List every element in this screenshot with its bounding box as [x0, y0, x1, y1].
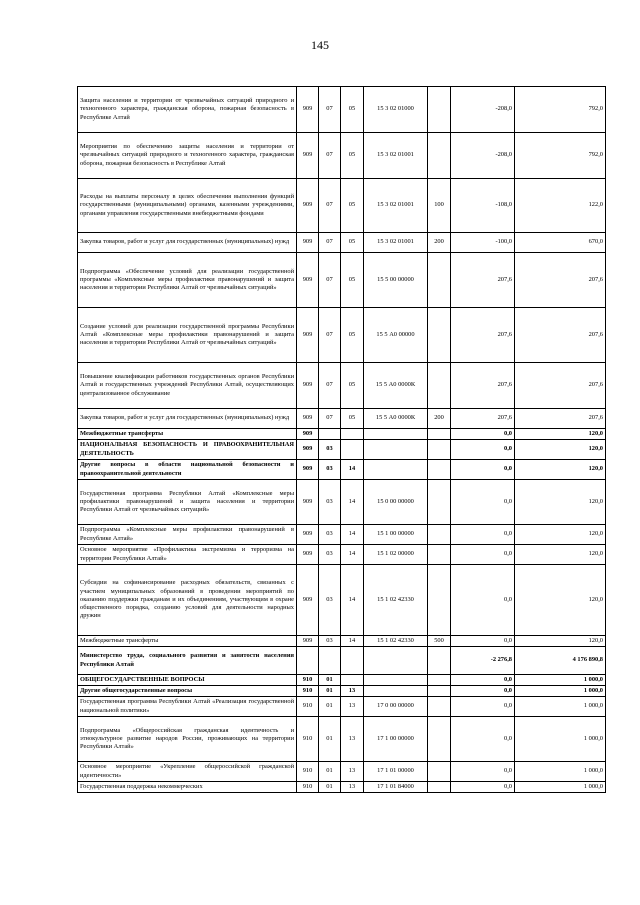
row-name-cell: Другие общегосударственные вопросы — [78, 686, 297, 697]
table-row — [78, 460, 606, 480]
row-ministry-code-cell: 909 — [297, 363, 319, 409]
table-row — [78, 253, 606, 308]
row-expense-type-cell — [428, 565, 451, 636]
row-expense-type-cell — [428, 363, 451, 409]
row-name-cell: Подпрограмма «Обеспечение условий для реализации государственной программы «Комплексные меры профилактики правонарушений и защита населения и территории Республики Алтай от чрезвычайных ситуаций» — [78, 253, 297, 308]
row-expense-type-cell — [428, 525, 451, 545]
row-section-cell: 07 — [319, 179, 341, 233]
row-ministry-code-cell: 909 — [297, 545, 319, 565]
row-name-cell: Подпрограмма «Общероссийская гражданская идентичность и этнокультурное развитие народов России, проживающих на территории Республики Алтай» — [78, 717, 297, 762]
row-section-cell: 07 — [319, 233, 341, 253]
row-change-amount-cell: 0,0 — [451, 429, 515, 440]
row-subsection-cell: 05 — [341, 133, 364, 179]
row-ministry-code-cell: 909 — [297, 565, 319, 636]
row-section-cell — [319, 429, 341, 440]
row-total-amount-cell: 207,6 — [515, 253, 606, 308]
row-name-cell: Межбюджетные трансферты — [78, 429, 297, 440]
row-section-cell: 01 — [319, 686, 341, 697]
row-section-cell: 07 — [319, 133, 341, 179]
row-target-article-cell: 15 1 00 00000 — [364, 525, 428, 545]
row-total-amount-cell: 207,6 — [515, 409, 606, 429]
table-row — [78, 545, 606, 565]
row-name-cell: ОБЩЕГОСУДАРСТВЕННЫЕ ВОПРОСЫ — [78, 675, 297, 686]
row-expense-type-cell: 500 — [428, 636, 451, 647]
row-section-cell: 03 — [319, 460, 341, 480]
row-target-article-cell: 15 5 А0 0000К — [364, 409, 428, 429]
row-expense-type-cell: 100 — [428, 179, 451, 233]
row-subsection-cell: 05 — [341, 363, 364, 409]
table-row — [78, 717, 606, 762]
row-subsection-cell — [341, 429, 364, 440]
row-expense-type-cell — [428, 647, 451, 675]
row-section-cell: 01 — [319, 697, 341, 717]
row-total-amount-cell: 120,0 — [515, 636, 606, 647]
row-target-article-cell: 15 3 02 01001 — [364, 133, 428, 179]
row-total-amount-cell: 1 000,0 — [515, 717, 606, 762]
row-change-amount-cell: 207,6 — [451, 409, 515, 429]
row-ministry-code-cell: 909 — [297, 636, 319, 647]
row-subsection-cell: 13 — [341, 717, 364, 762]
row-name-cell: Создание условий для реализации государственной программы Республики Алтай «Комплексные меры профилактики правонарушений и защита населения и территории Республики Алтай от чрезвычайных ситуаций» — [78, 308, 297, 363]
row-expense-type-cell — [428, 308, 451, 363]
row-total-amount-cell: 1 000,0 — [515, 686, 606, 697]
row-subsection-cell: 05 — [341, 409, 364, 429]
row-expense-type-cell — [428, 253, 451, 308]
row-target-article-cell — [364, 686, 428, 697]
row-expense-type-cell — [428, 460, 451, 480]
row-name-cell: Закупка товаров, работ и услуг для государственных (муниципальных) нужд — [78, 233, 297, 253]
row-target-article-cell: 17 0 00 00000 — [364, 697, 428, 717]
row-total-amount-cell: 122,0 — [515, 179, 606, 233]
row-expense-type-cell — [428, 133, 451, 179]
row-target-article-cell: 15 3 02 01000 — [364, 87, 428, 133]
row-subsection-cell: 13 — [341, 686, 364, 697]
row-ministry-code-cell: 910 — [297, 686, 319, 697]
row-name-cell: Расходы на выплаты персоналу в целях обеспечения выполнения функций государственными (муниципальными) органами, казенными учреждениями, органами управления государственными внебюджетными фондами — [78, 179, 297, 233]
row-total-amount-cell: 120,0 — [515, 545, 606, 565]
row-target-article-cell — [364, 429, 428, 440]
row-change-amount-cell: 0,0 — [451, 675, 515, 686]
row-total-amount-cell: 120,0 — [515, 440, 606, 460]
row-expense-type-cell — [428, 440, 451, 460]
row-subsection-cell — [341, 440, 364, 460]
row-change-amount-cell: 0,0 — [451, 636, 515, 647]
row-total-amount-cell: 670,0 — [515, 233, 606, 253]
row-name-cell: Повышение квалификации работников государственных органов Республики Алтай и государственных учреждений Республики Алтай, осуществляющих централизованное обслуживание — [78, 363, 297, 409]
row-expense-type-cell — [428, 87, 451, 133]
table-row — [78, 686, 606, 697]
row-total-amount-cell: 792,0 — [515, 87, 606, 133]
table-row — [78, 697, 606, 717]
row-change-amount-cell: 0,0 — [451, 525, 515, 545]
table-row — [78, 636, 606, 647]
row-total-amount-cell: 1 000,0 — [515, 782, 606, 793]
row-section-cell: 03 — [319, 636, 341, 647]
row-name-cell: Основное мероприятие «Профилактика экстремизма и терроризма на территории Республики Алтай» — [78, 545, 297, 565]
table-row — [78, 179, 606, 233]
row-section-cell: 07 — [319, 87, 341, 133]
row-ministry-code-cell: 909 — [297, 253, 319, 308]
row-expense-type-cell — [428, 782, 451, 793]
row-name-cell: Подпрограмма «Комплексные меры профилактики правонарушений в Республике Алтай» — [78, 525, 297, 545]
row-target-article-cell: 17 1 01 84000 — [364, 782, 428, 793]
row-subsection-cell: 14 — [341, 480, 364, 525]
row-ministry-code-cell: 909 — [297, 308, 319, 363]
row-subsection-cell: 14 — [341, 525, 364, 545]
row-change-amount-cell: 207,6 — [451, 308, 515, 363]
row-total-amount-cell: 4 176 890,8 — [515, 647, 606, 675]
row-subsection-cell: 05 — [341, 253, 364, 308]
row-expense-type-cell — [428, 762, 451, 782]
row-name-cell: НАЦИОНАЛЬНАЯ БЕЗОПАСНОСТЬ И ПРАВООХРАНИТЕЛЬНАЯ ДЕЯТЕЛЬНОСТЬ — [78, 440, 297, 460]
row-name-cell: Министерство труда, социального развития и занятости населения Республики Алтай — [78, 647, 297, 675]
row-total-amount-cell: 120,0 — [515, 460, 606, 480]
row-ministry-code-cell: 910 — [297, 675, 319, 686]
row-subsection-cell: 14 — [341, 545, 364, 565]
row-ministry-code-cell: 909 — [297, 480, 319, 525]
row-section-cell — [319, 647, 341, 675]
row-section-cell: 03 — [319, 525, 341, 545]
row-total-amount-cell: 120,0 — [515, 525, 606, 545]
table-row — [78, 762, 606, 782]
row-expense-type-cell — [428, 480, 451, 525]
row-target-article-cell: 15 5 А0 0000К — [364, 363, 428, 409]
table-row — [78, 363, 606, 409]
row-name-cell: Государственная поддержка некоммерческих — [78, 782, 297, 793]
row-target-article-cell: 15 5 А0 00000 — [364, 308, 428, 363]
row-target-article-cell: 15 0 00 00000 — [364, 480, 428, 525]
row-change-amount-cell: 0,0 — [451, 686, 515, 697]
row-total-amount-cell: 207,6 — [515, 363, 606, 409]
row-change-amount-cell: -2 276,8 — [451, 647, 515, 675]
row-target-article-cell: 17 1 00 00000 — [364, 717, 428, 762]
row-section-cell: 07 — [319, 409, 341, 429]
row-subsection-cell — [341, 675, 364, 686]
row-ministry-code-cell: 909 — [297, 525, 319, 545]
row-target-article-cell — [364, 675, 428, 686]
table-row — [78, 647, 606, 675]
row-subsection-cell: 13 — [341, 762, 364, 782]
row-total-amount-cell: 792,0 — [515, 133, 606, 179]
table-row — [78, 87, 606, 133]
row-ministry-code-cell: 909 — [297, 87, 319, 133]
row-change-amount-cell: 0,0 — [451, 460, 515, 480]
row-change-amount-cell: -100,0 — [451, 233, 515, 253]
row-ministry-code-cell: 910 — [297, 762, 319, 782]
row-ministry-code-cell: 910 — [297, 717, 319, 762]
table-row — [78, 133, 606, 179]
row-ministry-code-cell: 909 — [297, 440, 319, 460]
row-name-cell: Защита населения и территории от чрезвычайных ситуаций природного и техногенного характера, гражданская оборона, пожарная безопасность в Республике Алтай — [78, 87, 297, 133]
row-name-cell: Мероприятия по обеспечению защиты населения и территории от чрезвычайных ситуаций природного и техногенного характера, гражданская оборона, пожарная безопасность в Республике Алтай — [78, 133, 297, 179]
row-name-cell: Межбюджетные трансферты — [78, 636, 297, 647]
row-change-amount-cell: 0,0 — [451, 717, 515, 762]
row-target-article-cell: 15 1 02 42330 — [364, 565, 428, 636]
row-total-amount-cell: 207,6 — [515, 308, 606, 363]
row-target-article-cell — [364, 440, 428, 460]
row-subsection-cell: 13 — [341, 782, 364, 793]
row-change-amount-cell: 0,0 — [451, 545, 515, 565]
row-name-cell: Субсидии на софинансирование расходных обязательств, связанных с участием муниципальных образований в проведении мероприятий по оказанию поддержки гражданам и их объединениям, участвующим в охране общественного порядка, созданию условий для деятельности народных дружин — [78, 565, 297, 636]
table-row — [78, 440, 606, 460]
row-ministry-code-cell: 909 — [297, 233, 319, 253]
page-number: 145 — [311, 38, 329, 52]
row-target-article-cell: 15 5 00 00000 — [364, 253, 428, 308]
row-total-amount-cell: 1 000,0 — [515, 675, 606, 686]
row-target-article-cell: 17 1 01 00000 — [364, 762, 428, 782]
row-section-cell: 01 — [319, 717, 341, 762]
row-change-amount-cell: 0,0 — [451, 565, 515, 636]
row-change-amount-cell: 207,6 — [451, 363, 515, 409]
row-expense-type-cell — [428, 686, 451, 697]
row-subsection-cell: 05 — [341, 179, 364, 233]
table-row — [78, 409, 606, 429]
row-name-cell: Другие вопросы в области национальной безопасности и правоохранительной деятельности — [78, 460, 297, 480]
table-row — [78, 480, 606, 525]
row-target-article-cell: 15 3 02 01001 — [364, 179, 428, 233]
table-row — [78, 525, 606, 545]
row-expense-type-cell — [428, 545, 451, 565]
row-change-amount-cell: 0,0 — [451, 480, 515, 525]
table-row — [78, 565, 606, 636]
row-ministry-code-cell: 910 — [297, 782, 319, 793]
row-section-cell: 03 — [319, 480, 341, 525]
row-expense-type-cell — [428, 675, 451, 686]
table-row — [78, 675, 606, 686]
row-subsection-cell: 14 — [341, 636, 364, 647]
row-section-cell: 03 — [319, 545, 341, 565]
budget-table — [77, 86, 606, 793]
row-ministry-code-cell: 909 — [297, 179, 319, 233]
row-total-amount-cell: 120,0 — [515, 565, 606, 636]
row-change-amount-cell: 0,0 — [451, 762, 515, 782]
row-total-amount-cell: 1 000,0 — [515, 697, 606, 717]
row-ministry-code-cell — [297, 647, 319, 675]
row-expense-type-cell — [428, 429, 451, 440]
row-section-cell: 07 — [319, 363, 341, 409]
row-change-amount-cell: 0,0 — [451, 697, 515, 717]
row-total-amount-cell: 120,0 — [515, 429, 606, 440]
row-total-amount-cell: 1 000,0 — [515, 762, 606, 782]
table-row — [78, 308, 606, 363]
row-subsection-cell: 05 — [341, 308, 364, 363]
row-section-cell: 03 — [319, 440, 341, 460]
row-change-amount-cell: -108,0 — [451, 179, 515, 233]
row-ministry-code-cell: 909 — [297, 133, 319, 179]
row-ministry-code-cell: 909 — [297, 409, 319, 429]
row-target-article-cell: 15 3 02 01001 — [364, 233, 428, 253]
row-name-cell: Основное мероприятие «Укрепление общероссийской гражданской идентичности» — [78, 762, 297, 782]
row-section-cell: 07 — [319, 308, 341, 363]
row-ministry-code-cell: 910 — [297, 697, 319, 717]
row-expense-type-cell — [428, 717, 451, 762]
row-expense-type-cell: 200 — [428, 233, 451, 253]
row-subsection-cell: 05 — [341, 233, 364, 253]
row-total-amount-cell: 120,0 — [515, 480, 606, 525]
row-ministry-code-cell: 909 — [297, 460, 319, 480]
row-change-amount-cell: 0,0 — [451, 782, 515, 793]
row-section-cell: 03 — [319, 565, 341, 636]
table-row — [78, 233, 606, 253]
row-expense-type-cell: 200 — [428, 409, 451, 429]
row-name-cell: Закупка товаров, работ и услуг для государственных (муниципальных) нужд — [78, 409, 297, 429]
row-subsection-cell: 14 — [341, 460, 364, 480]
row-subsection-cell — [341, 647, 364, 675]
row-name-cell: Государственная программа Республики Алтай «Реализация государственной национальной политики» — [78, 697, 297, 717]
table-row — [78, 429, 606, 440]
table-row — [78, 782, 606, 793]
row-section-cell: 07 — [319, 253, 341, 308]
row-subsection-cell: 05 — [341, 87, 364, 133]
row-subsection-cell: 13 — [341, 697, 364, 717]
row-change-amount-cell: 0,0 — [451, 440, 515, 460]
row-change-amount-cell: -208,0 — [451, 87, 515, 133]
row-target-article-cell: 15 1 02 42330 — [364, 636, 428, 647]
row-target-article-cell — [364, 647, 428, 675]
row-change-amount-cell: -208,0 — [451, 133, 515, 179]
row-target-article-cell — [364, 460, 428, 480]
row-ministry-code-cell: 909 — [297, 429, 319, 440]
row-subsection-cell: 14 — [341, 565, 364, 636]
row-change-amount-cell: 207,6 — [451, 253, 515, 308]
row-target-article-cell: 15 1 02 00000 — [364, 545, 428, 565]
row-expense-type-cell — [428, 697, 451, 717]
row-section-cell: 01 — [319, 675, 341, 686]
row-section-cell: 01 — [319, 782, 341, 793]
row-name-cell: Государственная программа Республики Алтай «Комплексные меры профилактики правонарушений и защита населения и территории Республики Алтай от чрезвычайных ситуаций» — [78, 480, 297, 525]
row-section-cell: 01 — [319, 762, 341, 782]
